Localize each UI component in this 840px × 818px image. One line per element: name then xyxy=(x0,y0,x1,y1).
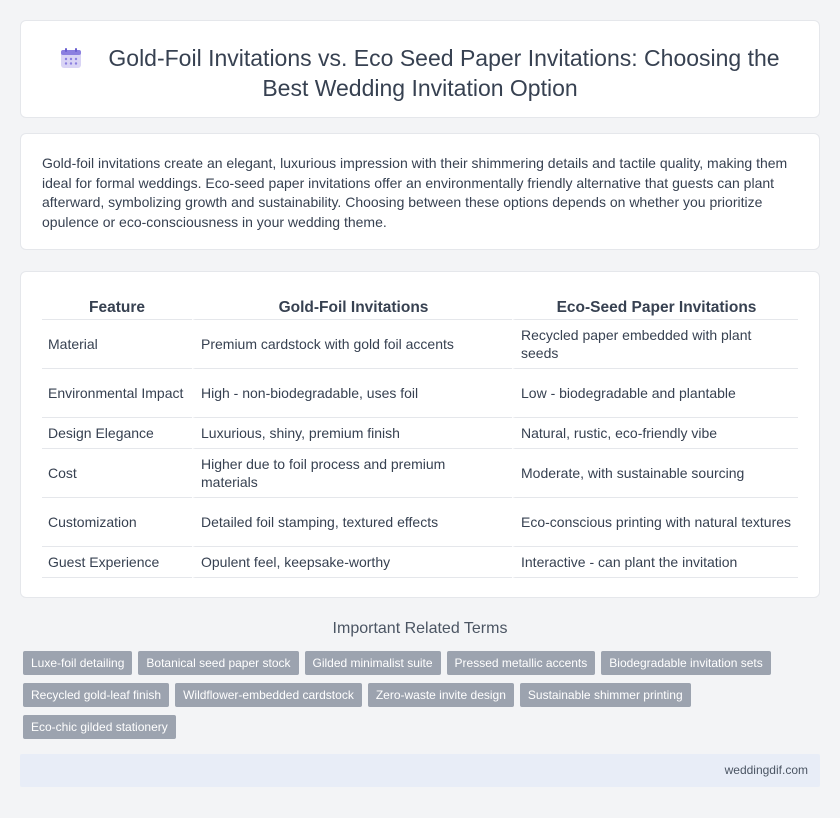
tag[interactable]: Pressed metallic accents xyxy=(447,651,596,675)
tag[interactable]: Biodegradable invitation sets xyxy=(601,651,770,675)
tag[interactable]: Luxe-foil detailing xyxy=(23,651,132,675)
table-cell: Low - biodegradable and plantable xyxy=(512,369,798,418)
header-eco-seed: Eco-Seed Paper Invitations xyxy=(512,296,798,320)
header-feature: Feature xyxy=(42,296,192,320)
tag[interactable]: Eco-chic gilded stationery xyxy=(23,715,176,739)
table-cell: Design Elegance xyxy=(42,418,192,449)
tag[interactable]: Gilded minimalist suite xyxy=(305,651,441,675)
footer xyxy=(20,754,820,787)
table-cell: Recycled paper embedded with plant seeds xyxy=(512,320,798,369)
table-cell: Higher due to foil process and premium materials xyxy=(192,449,512,498)
tag[interactable]: Zero-waste invite design xyxy=(368,683,514,707)
table-row xyxy=(42,320,798,369)
comparison-card xyxy=(20,271,820,598)
table-row xyxy=(42,498,798,547)
table-cell: Interactive - can plant the invitation xyxy=(512,547,798,578)
tag-row xyxy=(23,715,823,739)
table-cell: Eco-conscious printing with natural textures xyxy=(512,498,798,547)
table-cell: Moderate, with sustainable sourcing xyxy=(512,449,798,498)
calendar-icon xyxy=(60,47,82,69)
table-cell: Detailed foil stamping, textured effects xyxy=(192,498,512,547)
tag[interactable]: Sustainable shimmer printing xyxy=(520,683,691,707)
table-row xyxy=(42,547,798,578)
tag[interactable]: Botanical seed paper stock xyxy=(138,651,298,675)
related-terms-title: Important Related Terms xyxy=(332,620,508,637)
page-title xyxy=(21,43,819,103)
header-gold-foil: Gold-Foil Invitations xyxy=(192,296,512,320)
table-cell: Material xyxy=(42,320,192,369)
intro-text: Gold-foil invitations create an elegant, luxurious impression with their shimmering details and tactile quality, making them ideal for formal weddings. Eco-seed paper invitations offer an environmentally friendly alternative that guests can plant afterward, symbolizing growth and sustainability. Choosing between these options depends on whether you prioritize opulence or eco-consciousness in your wedding theme. xyxy=(42,155,788,230)
table-cell: Cost xyxy=(42,449,192,498)
header-card xyxy=(20,20,820,118)
title-line-1: Gold-Foil Invitations vs. Eco Seed Paper Invitations: Choosing the xyxy=(108,45,780,71)
table-row xyxy=(42,418,798,449)
table-row xyxy=(42,369,798,418)
tag[interactable]: Recycled gold-leaf finish xyxy=(23,683,169,707)
table-cell: Environmental Impact xyxy=(42,369,192,418)
table-cell: Opulent feel, keepsake-worthy xyxy=(192,547,512,578)
tag-row xyxy=(23,651,823,675)
comparison-table xyxy=(42,296,798,578)
intro-card xyxy=(20,133,820,250)
table-cell: High - non-biodegradable, uses foil xyxy=(192,369,512,418)
tag-row xyxy=(23,683,823,707)
table-cell: Customization xyxy=(42,498,192,547)
table-cell: Natural, rustic, eco-friendly vibe xyxy=(512,418,798,449)
tag[interactable]: Wildflower-embedded cardstock xyxy=(175,683,362,707)
title-line-2: Best Wedding Invitation Option xyxy=(262,75,578,101)
related-terms-list xyxy=(23,651,823,747)
footer-site-link[interactable]: weddingdif.com xyxy=(724,763,808,777)
table-cell: Guest Experience xyxy=(42,547,192,578)
table-row xyxy=(42,449,798,498)
table-header-row xyxy=(42,296,798,320)
table-cell: Premium cardstock with gold foil accents xyxy=(192,320,512,369)
table-cell: Luxurious, shiny, premium finish xyxy=(192,418,512,449)
